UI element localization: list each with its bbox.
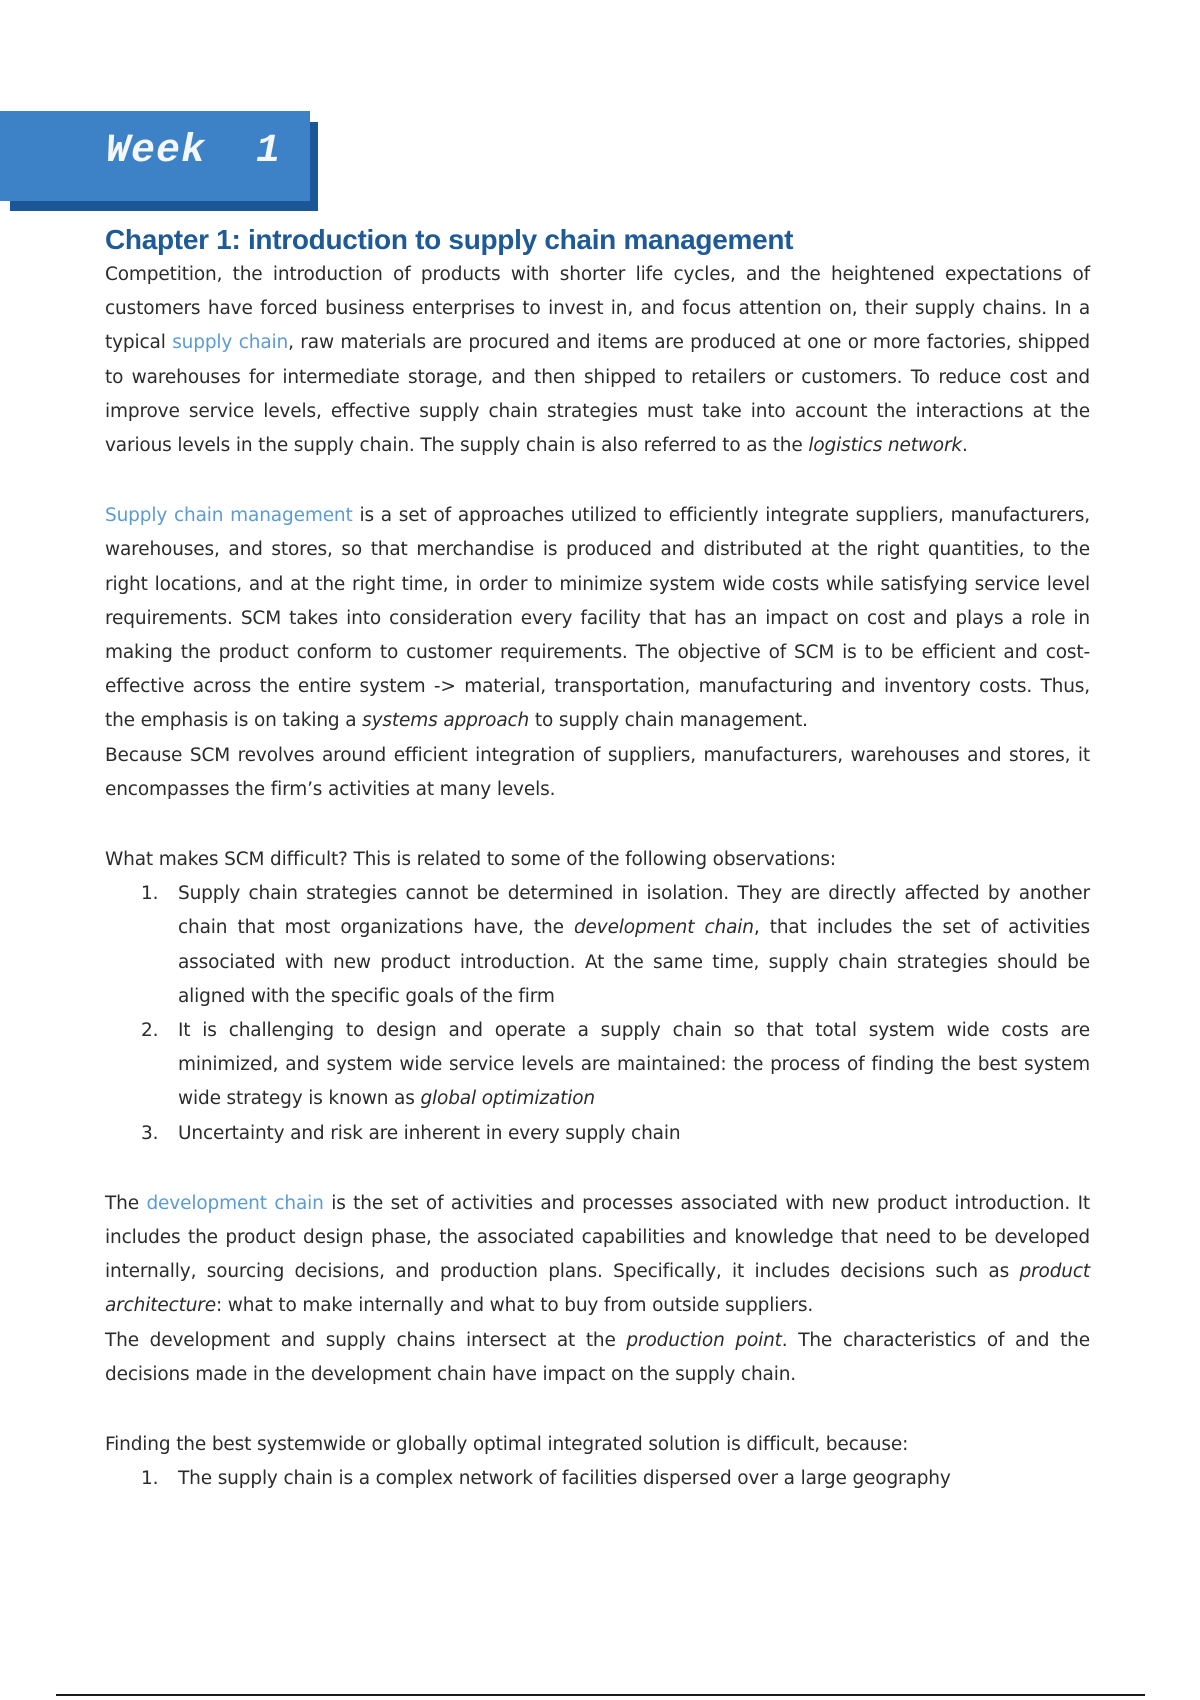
scm-definition-paragraph bbox=[105, 499, 1090, 738]
week-heading: Week 1 bbox=[106, 129, 282, 174]
paragraph-gap bbox=[105, 807, 1090, 843]
text-run: : what to make internally and what to buy from outside suppliers. bbox=[215, 1295, 814, 1317]
text-run: . The characteristics of and the decisions made in the development chain have impact on the supply chain. bbox=[105, 1329, 1090, 1385]
emphasis-global-optimization: global optimization bbox=[420, 1088, 595, 1110]
development-chain-link[interactable]: development chain bbox=[146, 1192, 324, 1214]
development-chain-paragraph bbox=[105, 1187, 1090, 1324]
text-run: to supply chain management. bbox=[529, 710, 808, 732]
text-run: The supply chain is a complex network of facilities dispersed over a large geography bbox=[178, 1468, 951, 1490]
text-run: Supply chain strategies cannot be determined in isolation. They are directly affected by another chain that most organizations have, the bbox=[178, 883, 1090, 939]
list-item bbox=[105, 1462, 1090, 1496]
document-content bbox=[105, 222, 1090, 1497]
text-run: The bbox=[105, 1192, 147, 1214]
paragraph-gap bbox=[105, 1392, 1090, 1428]
list-item bbox=[105, 1117, 1090, 1151]
text-run: is a set of approaches utilized to efficiently integrate suppliers, manufacturers, warehouses, and stores, so that merchandise is produced and distributed at the right quantities, to the right locations, and at the right time, in order to minimize system wide costs while satisfying service level requirements. SCM takes into consideration every facility that has an impact on cost and plays a role in making the product conform to customer requirements. The objective of SCM is to be efficient and cost-effective across the entire system -> material, transportation, manufacturing and inventory costs. Thus, the emphasis is on taking a bbox=[105, 505, 1090, 732]
emphasis-logistics-network: logistics network bbox=[808, 435, 962, 457]
emphasis-systems-approach: systems approach bbox=[362, 710, 530, 732]
supply-chain-link[interactable]: supply chain bbox=[172, 332, 289, 354]
emphasis-development-chain: development chain bbox=[573, 917, 754, 939]
text-run: The development and supply chains intersect at the bbox=[105, 1329, 627, 1351]
emphasis-product-architecture: product architecture bbox=[105, 1261, 1090, 1317]
list-number: 1. bbox=[141, 883, 159, 905]
list-item bbox=[105, 1014, 1090, 1117]
supply-chain-management-link[interactable]: Supply chain management bbox=[105, 505, 353, 527]
production-point-paragraph bbox=[105, 1324, 1090, 1392]
page-bottom-rule bbox=[56, 1694, 1145, 1696]
emphasis-production-point: production point bbox=[626, 1329, 782, 1351]
scm-levels-paragraph: Because SCM revolves around efficient integration of suppliers, manufacturers, warehouses and stores, it encompasses the firm’s activities at many levels. bbox=[105, 744, 1090, 800]
text-run: . bbox=[962, 435, 968, 457]
text-run: , that includes the set of activities associated with new product introduction. At the same time, supply chain strategies should be aligned with the specific goals of the firm bbox=[178, 917, 1091, 1007]
paragraph-gap bbox=[105, 1151, 1090, 1187]
text-run: , raw materials are procured and items are produced at one or more factories, shipped to warehouses for intermediate storage, and then shipped to retailers or customers. To reduce cost and improve service levels, effective supply chain strategies must take into account the interactions at the various levels in the supply chain. The supply chain is also referred to as the bbox=[105, 332, 1090, 457]
scm-difficult-intro: What makes SCM difficult? This is related to some of the following observations: bbox=[105, 849, 836, 871]
chapter-title: Chapter 1: introduction to supply chain management bbox=[105, 224, 794, 255]
text-run: Uncertainty and risk are inherent in every supply chain bbox=[178, 1122, 681, 1144]
text-run: It is challenging to design and operate a supply chain so that total system wide costs are minimized, and system wide service levels are maintained: the process of finding the best system wide strategy is known as bbox=[178, 1020, 1090, 1110]
text-run: is the set of activities and processes associated with new product introduction. It includes the product design phase, the associated capabilities and knowledge that need to be developed internally, sourcing decisions, and production plans. Specifically, it includes decisions such as bbox=[105, 1192, 1090, 1283]
intro-paragraph bbox=[105, 258, 1090, 463]
paragraph-gap bbox=[105, 463, 1090, 499]
list-item bbox=[105, 877, 1090, 1014]
scm-difficult-list bbox=[105, 877, 1090, 1151]
global-optimal-intro: Finding the best systemwide or globally optimal integrated solution is difficult, because: bbox=[105, 1434, 909, 1456]
list-number: 2. bbox=[141, 1020, 159, 1042]
text-run: Competition, the introduction of products with shorter life cycles, and the heightened expectations of customers have forced business enterprises to invest in, and focus attention on, their supply chains. In a typical bbox=[105, 264, 1090, 354]
list-number: 3. bbox=[141, 1122, 159, 1144]
list-number: 1. bbox=[141, 1468, 159, 1490]
global-optimal-list bbox=[105, 1462, 1090, 1496]
